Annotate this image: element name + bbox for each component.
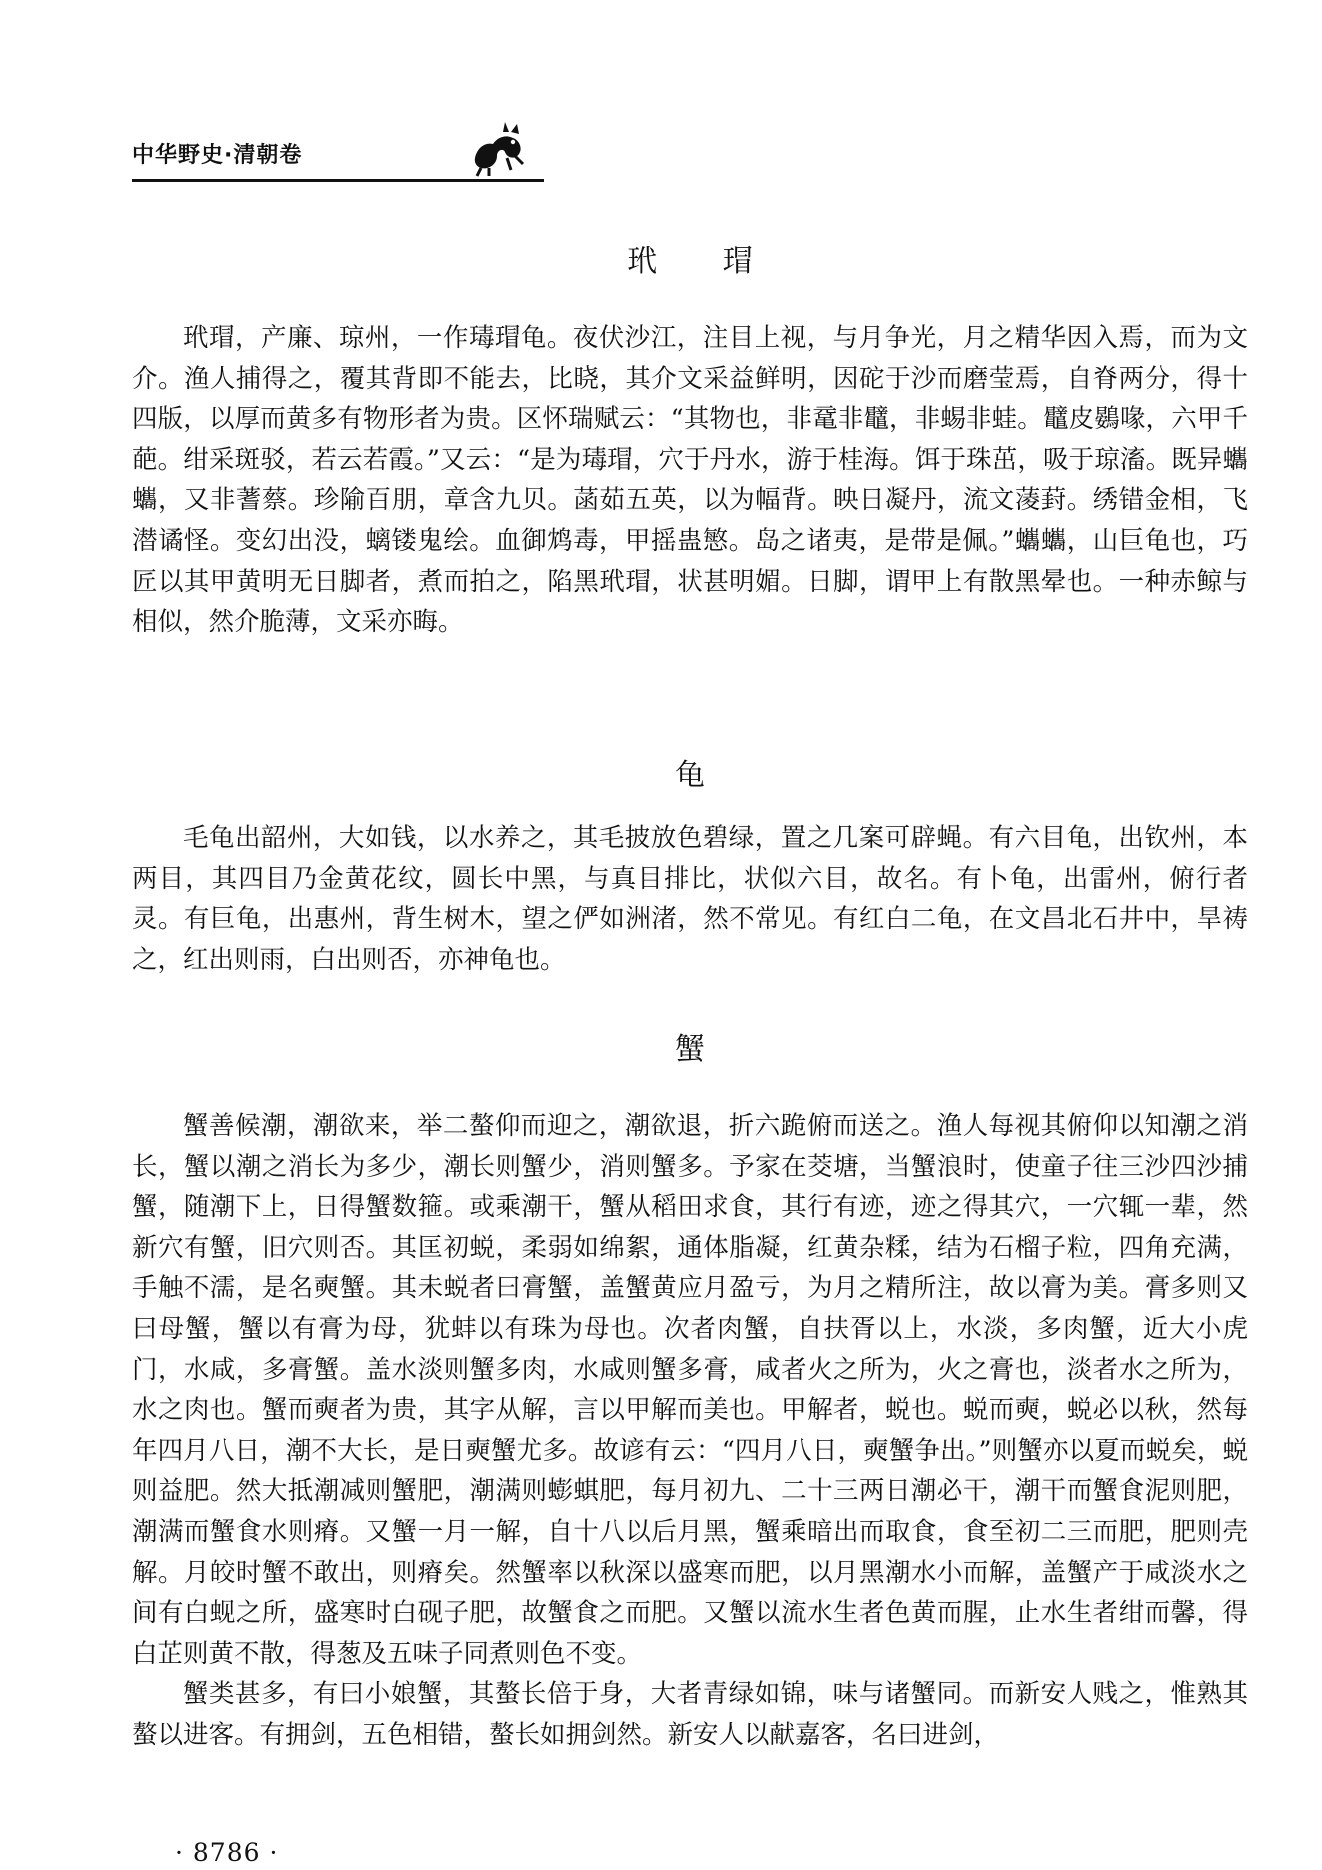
paragraph: 玳瑁，产廉、琼州，一作瑇瑁龟。夜伏沙江，注目上视，与月争光，月之精华因入焉，而为文介。渔人捕得之，覆其背即不能去，比晓，其介文采益鲜明，因砣于沙而磨莹焉，自脊两分，得十四版，以厚而黄多有物形者为贵。区怀瑞赋云：“其物也，非鼋非鼊，非蜴非蛙。鼊皮鷃喙，六甲千葩。绀采斑驳，若云若霞。”又云：“是为瑇瑁，穴于丹水，游于桂海。饵于珠茁，吸于琼滀。既异蠵蠵，又非蓍蔡。珍隃百朋，章含九贝。菡茹五英，以为幅背。映日凝丹，流文蓤葑。绣错金相，飞潜谲怪。变幻出没，螭镂鬼绘。血御鸩毒，甲摇蛊慜。岛之诸夷，是带是佩。”蠵蠵，山巨龟也，巧匠以其甲黄明无日脚者，煮而拍之，陷黑玳瑁，状甚明媚。日脚，谓甲上有散黑晕也。一种赤鲸与相似，然介脆薄，文采亦晦。 bbox=[132, 323, 1248, 638]
header-rule bbox=[132, 179, 544, 182]
paragraph: 蟹善候潮，潮欲来，举二螯仰而迎之，潮欲退，折六跪俯而送之。渔人每视其俯仰以知潮之消长，蟹以潮之消长为多少，潮长则蟹少，消则蟹多。予家在茭塘，当蟹浪时，使童子往三沙四沙捕蟹，随潮下上，日得蟹数箍。或乘潮干，蟹从稻田求食，其行有迹，迹之得其穴，一穴辄一辈，然新穴有蟹，旧穴则否。其匡初蜕，柔弱如绵絮，通体脂凝，红黄杂糅，结为石榴子粒，四角充满，手触不濡，是名奭蟹。其未蜕者曰膏蟹，盖蟹黄应月盈亏，为月之精所注，故以膏为美。膏多则又曰母蟹，蟹以有膏为母，犹蚌以有珠为母也。次者肉蟹，自扶胥以上，水淡，多肉蟹，近大小虎门，水咸，多膏蟹。盖水淡则蟹多肉，水咸则蟹多膏，咸者火之所为，火之膏也，淡者水之所为，水之肉也。蟹而奭者为贵，其字从解，言以甲解而美也。甲解者，蜕也。蜕而奭，蜕必以秋，然每年四月八日，潮不大长，是日奭蟹尤多。故谚有云：“四月八日，奭蟹争出。”则蟹亦以夏而蜕矣，蜕则益肥。然大抵潮减则蟹肥，潮满则蟛蜞肥，每月初九、二十三两日潮必干，潮干而蟹食泥则肥，潮满而蟹食水则瘠。又蟹一月一解，自十八以后月黑，蟹乘暗出而取食，食至初二三而肥，肥则壳解。月皎时蟹不敢出，则瘠矣。然蟹率以秋深以盛寒而肥，以月黑潮水小而解，盖蟹产于咸淡水之间有白蚬之所，盛寒时白砚子肥，故蟹食之而肥。又蟹以流水生者色黄而腥，止水生者绀而馨，得白芷则黄不散，得葱及五味子同煮则色不变。 bbox=[132, 1111, 1248, 1669]
section-title-daimao: 玳 瑁 bbox=[627, 244, 781, 279]
dragon-emblem-icon bbox=[467, 118, 529, 180]
paragraph: 蟹类甚多，有曰小娘蟹，其螯长倍于身，大者青绿如锦，味与诸蟹同。而新安人贱之，惟熟其螯以进客。有拥剑，五色相错，螯长如拥剑然。新安人以献嘉客，名曰进剑， bbox=[132, 1679, 1248, 1750]
section-title-xie: 蟹 bbox=[675, 1032, 733, 1067]
section-body-daimao bbox=[132, 318, 1248, 643]
page-number: · 8786 · bbox=[175, 1838, 279, 1867]
running-title: 中华野史·清朝卷 bbox=[132, 143, 303, 168]
running-header bbox=[132, 118, 544, 184]
section-title-gui: 龟 bbox=[675, 758, 733, 793]
section-body-gui bbox=[132, 818, 1248, 980]
section-body-xie bbox=[132, 1106, 1248, 1756]
paragraph: 毛龟出韶州，大如钱，以水养之，其毛披放色碧绿，置之几案可辟蝇。有六目龟，出钦州，本两目，其四目乃金黄花纹，圆长中黑，与真目排比，状似六目，故名。有卜龟，出雷州，俯行者灵。有巨龟，出惠州，背生树木，望之俨如洲渚，然不常见。有红白二龟，在文昌北石井中，旱祷之，红出则雨，白出则否，亦神龟也。 bbox=[132, 823, 1248, 975]
